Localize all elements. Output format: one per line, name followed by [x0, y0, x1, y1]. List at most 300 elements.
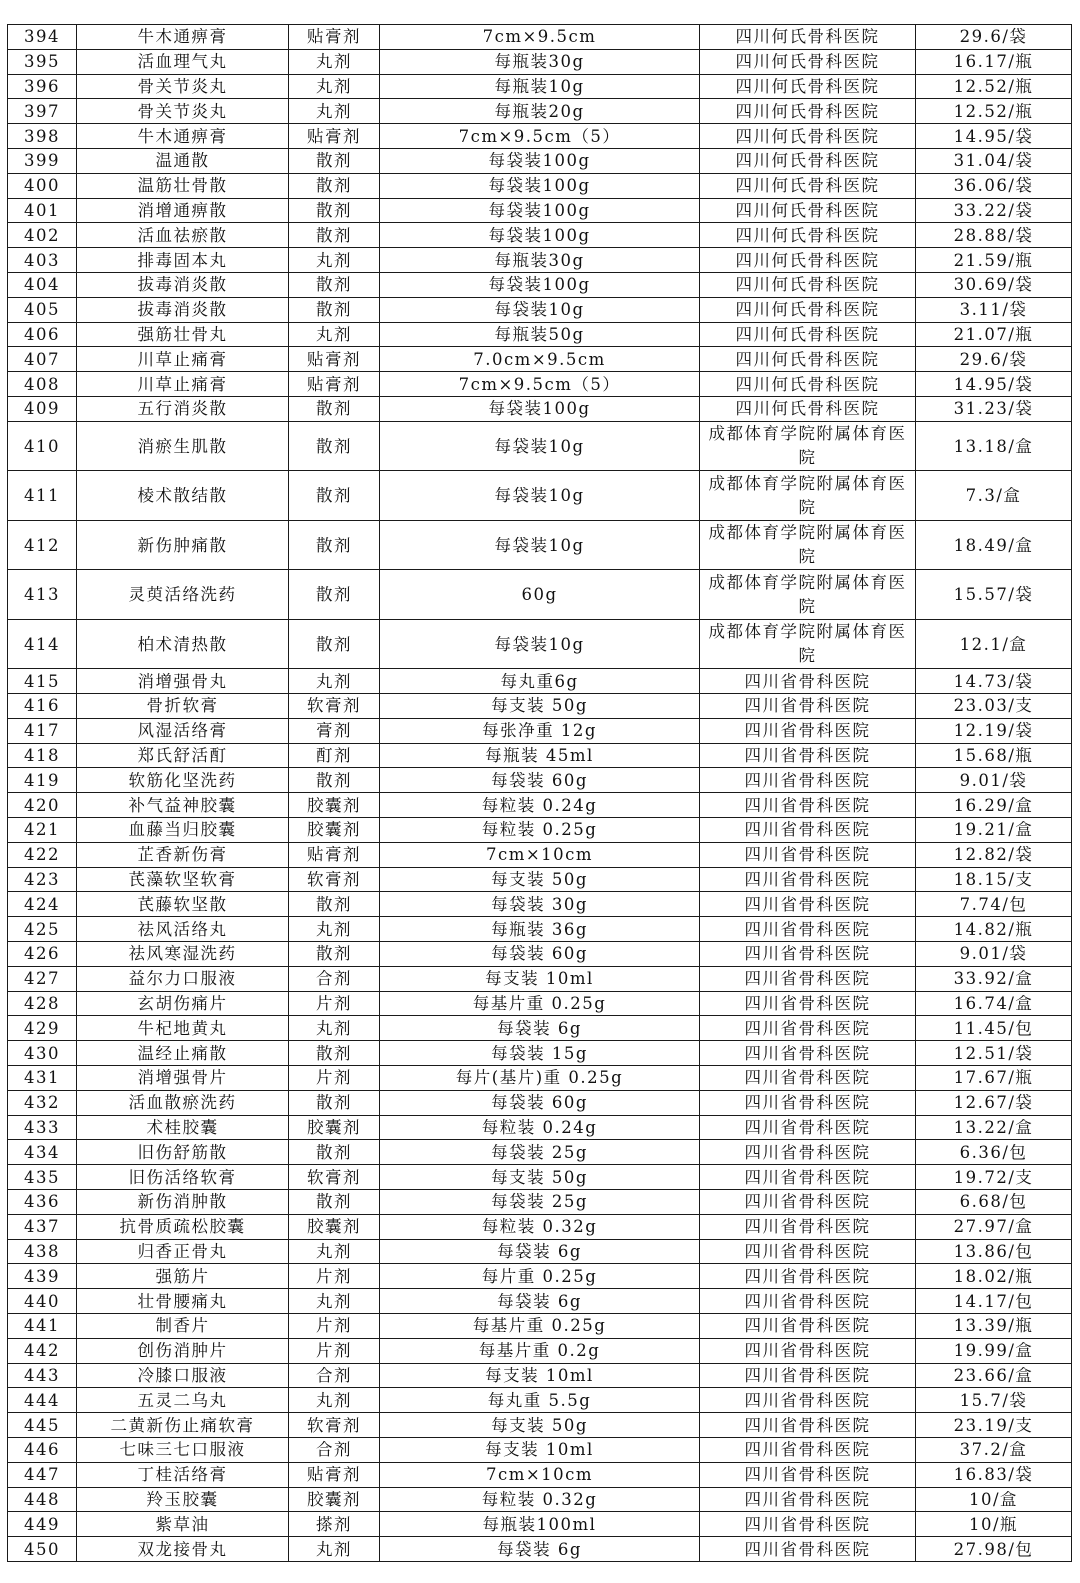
table-row: [8, 570, 1072, 620]
table-row: [8, 867, 1072, 892]
specification-cell: 7cm×9.5cm（5）: [380, 372, 700, 397]
dosage-form-cell: 胶囊剂: [289, 818, 380, 843]
price-cell: 7.74/包: [916, 892, 1072, 917]
hospital-cell: 四川何氏骨科医院: [700, 124, 916, 149]
hospital-cell: 四川何氏骨科医院: [700, 223, 916, 248]
dosage-form-cell: 合剂: [289, 966, 380, 991]
drug-name-cell: 骨关节炎丸: [77, 74, 289, 99]
table-row: [8, 1363, 1072, 1388]
drug-name-cell: 拔毒消炎散: [77, 297, 289, 322]
hospital-cell: 四川省骨科医院: [700, 818, 916, 843]
hospital-cell: 四川省骨科医院: [700, 718, 916, 743]
specification-cell: 每袋装10g: [380, 297, 700, 322]
specification-cell: 每瓶装10g: [380, 74, 700, 99]
dosage-form-cell: 丸剂: [289, 1016, 380, 1041]
drug-name-cell: 消瘀生肌散: [77, 421, 289, 471]
table-row: [8, 322, 1072, 347]
row-number-cell: 418: [8, 743, 77, 768]
hospital-cell: 四川省骨科医院: [700, 1437, 916, 1462]
row-number-cell: 415: [8, 669, 77, 694]
row-number-cell: 433: [8, 1115, 77, 1140]
row-number-cell: 434: [8, 1140, 77, 1165]
price-cell: 23.03/支: [916, 694, 1072, 719]
specification-cell: 每瓶装 45ml: [380, 743, 700, 768]
table-row: [8, 892, 1072, 917]
hospital-cell: 四川省骨科医院: [700, 1413, 916, 1438]
table-row: [8, 842, 1072, 867]
dosage-form-cell: 贴膏剂: [289, 842, 380, 867]
row-number-cell: 427: [8, 966, 77, 991]
specification-cell: 每瓶装30g: [380, 248, 700, 273]
row-number-cell: 443: [8, 1363, 77, 1388]
drug-name-cell: 柏术清热散: [77, 619, 289, 669]
dosage-form-cell: 软膏剂: [289, 1413, 380, 1438]
table-row: [8, 917, 1072, 942]
specification-cell: 每袋装100g: [380, 396, 700, 421]
dosage-form-cell: 胶囊剂: [289, 1115, 380, 1140]
hospital-cell: 四川何氏骨科医院: [700, 198, 916, 223]
drug-name-cell: 补气益神胶囊: [77, 793, 289, 818]
hospital-cell: 四川省骨科医院: [700, 842, 916, 867]
row-number-cell: 409: [8, 396, 77, 421]
dosage-form-cell: 散剂: [289, 619, 380, 669]
price-cell: 19.21/盒: [916, 818, 1072, 843]
price-cell: 11.45/包: [916, 1016, 1072, 1041]
drug-name-cell: 温筋壮骨散: [77, 173, 289, 198]
hospital-cell: 四川省骨科医院: [700, 768, 916, 793]
price-cell: 10/盒: [916, 1487, 1072, 1512]
drug-table-body: [8, 25, 1072, 1562]
row-number-cell: 396: [8, 74, 77, 99]
price-cell: 12.19/袋: [916, 718, 1072, 743]
dosage-form-cell: 丸剂: [289, 99, 380, 124]
row-number-cell: 442: [8, 1338, 77, 1363]
specification-cell: 每张净重 12g: [380, 718, 700, 743]
table-row: [8, 1189, 1072, 1214]
row-number-cell: 417: [8, 718, 77, 743]
dosage-form-cell: 散剂: [289, 1090, 380, 1115]
table-row: [8, 768, 1072, 793]
dosage-form-cell: 丸剂: [289, 1239, 380, 1264]
row-number-cell: 421: [8, 818, 77, 843]
table-row: [8, 396, 1072, 421]
hospital-cell: 四川省骨科医院: [700, 1041, 916, 1066]
table-row: [8, 1388, 1072, 1413]
dosage-form-cell: 散剂: [289, 1189, 380, 1214]
dosage-form-cell: 搽剂: [289, 1512, 380, 1537]
drug-name-cell: 创伤消肿片: [77, 1338, 289, 1363]
row-number-cell: 405: [8, 297, 77, 322]
specification-cell: 7cm×10cm: [380, 1462, 700, 1487]
dosage-form-cell: 散剂: [289, 1140, 380, 1165]
dosage-form-cell: 胶囊剂: [289, 1487, 380, 1512]
table-row: [8, 372, 1072, 397]
price-cell: 18.02/瓶: [916, 1264, 1072, 1289]
row-number-cell: 411: [8, 471, 77, 521]
table-row: [8, 1512, 1072, 1537]
dosage-form-cell: 散剂: [289, 520, 380, 570]
hospital-cell: 四川何氏骨科医院: [700, 248, 916, 273]
price-cell: 29.6/袋: [916, 347, 1072, 372]
price-cell: 15.7/袋: [916, 1388, 1072, 1413]
dosage-form-cell: 散剂: [289, 173, 380, 198]
hospital-cell: 四川何氏骨科医院: [700, 372, 916, 397]
table-row: [8, 1115, 1072, 1140]
price-cell: 21.07/瓶: [916, 322, 1072, 347]
specification-cell: 每袋装 60g: [380, 768, 700, 793]
table-row: [8, 173, 1072, 198]
row-number-cell: 420: [8, 793, 77, 818]
row-number-cell: 403: [8, 248, 77, 273]
specification-cell: 每瓶装100ml: [380, 1512, 700, 1537]
table-row: [8, 248, 1072, 273]
table-row: [8, 421, 1072, 471]
hospital-cell: 四川何氏骨科医院: [700, 272, 916, 297]
drug-name-cell: 活血祛瘀散: [77, 223, 289, 248]
hospital-cell: 四川省骨科医院: [700, 793, 916, 818]
table-row: [8, 818, 1072, 843]
row-number-cell: 430: [8, 1041, 77, 1066]
drug-name-cell: 五灵二乌丸: [77, 1388, 289, 1413]
price-cell: 16.83/袋: [916, 1462, 1072, 1487]
hospital-cell: 四川省骨科医院: [700, 1487, 916, 1512]
hospital-cell: 成都体育学院附属体育医院: [700, 520, 916, 570]
hospital-cell: 四川省骨科医院: [700, 966, 916, 991]
specification-cell: 每粒装 0.24g: [380, 793, 700, 818]
specification-cell: 每粒装 0.24g: [380, 1115, 700, 1140]
dosage-form-cell: 片剂: [289, 1313, 380, 1338]
drug-name-cell: 棱术散结散: [77, 471, 289, 521]
specification-cell: 每支装 10ml: [380, 1437, 700, 1462]
drug-name-cell: 温通散: [77, 148, 289, 173]
hospital-cell: 四川省骨科医院: [700, 942, 916, 967]
drug-name-cell: 旧伤舒筋散: [77, 1140, 289, 1165]
specification-cell: 7cm×10cm: [380, 842, 700, 867]
specification-cell: 每瓶装30g: [380, 49, 700, 74]
hospital-cell: 四川省骨科医院: [700, 867, 916, 892]
specification-cell: 每袋装 15g: [380, 1041, 700, 1066]
specification-cell: 每袋装10g: [380, 520, 700, 570]
specification-cell: 每袋装 25g: [380, 1140, 700, 1165]
row-number-cell: 431: [8, 1066, 77, 1091]
price-cell: 12.1/盒: [916, 619, 1072, 669]
dosage-form-cell: 丸剂: [289, 248, 380, 273]
drug-name-cell: 五行消炎散: [77, 396, 289, 421]
row-number-cell: 400: [8, 173, 77, 198]
hospital-cell: 成都体育学院附属体育医院: [700, 570, 916, 620]
hospital-cell: 四川何氏骨科医院: [700, 322, 916, 347]
price-cell: 12.82/袋: [916, 842, 1072, 867]
hospital-cell: 四川省骨科医院: [700, 1189, 916, 1214]
dosage-form-cell: 片剂: [289, 991, 380, 1016]
row-number-cell: 399: [8, 148, 77, 173]
table-row: [8, 1289, 1072, 1314]
hospital-cell: 四川何氏骨科医院: [700, 25, 916, 50]
row-number-cell: 408: [8, 372, 77, 397]
row-number-cell: 401: [8, 198, 77, 223]
row-number-cell: 397: [8, 99, 77, 124]
dosage-form-cell: 丸剂: [289, 322, 380, 347]
dosage-form-cell: 散剂: [289, 1041, 380, 1066]
specification-cell: 每粒装 0.32g: [380, 1487, 700, 1512]
row-number-cell: 429: [8, 1016, 77, 1041]
dosage-form-cell: 散剂: [289, 148, 380, 173]
hospital-cell: 四川省骨科医院: [700, 1214, 916, 1239]
specification-cell: 每支装 10ml: [380, 966, 700, 991]
dosage-form-cell: 合剂: [289, 1363, 380, 1388]
hospital-cell: 四川省骨科医院: [700, 1264, 916, 1289]
table-row: [8, 743, 1072, 768]
dosage-form-cell: 软膏剂: [289, 1165, 380, 1190]
table-row: [8, 1537, 1072, 1562]
drug-name-cell: 风湿活络膏: [77, 718, 289, 743]
specification-cell: 每支装 50g: [380, 694, 700, 719]
dosage-form-cell: 片剂: [289, 1338, 380, 1363]
drug-name-cell: 七味三七口服液: [77, 1437, 289, 1462]
row-number-cell: 441: [8, 1313, 77, 1338]
drug-name-cell: 牛木通痹膏: [77, 25, 289, 50]
hospital-cell: 四川省骨科医院: [700, 892, 916, 917]
row-number-cell: 446: [8, 1437, 77, 1462]
table-row: [8, 1413, 1072, 1438]
specification-cell: 每袋装 60g: [380, 1090, 700, 1115]
hospital-cell: 四川省骨科医院: [700, 1338, 916, 1363]
price-cell: 9.01/袋: [916, 768, 1072, 793]
specification-cell: 每片重 0.25g: [380, 1264, 700, 1289]
table-row: [8, 74, 1072, 99]
price-cell: 37.2/盒: [916, 1437, 1072, 1462]
row-number-cell: 439: [8, 1264, 77, 1289]
price-cell: 19.99/盒: [916, 1338, 1072, 1363]
hospital-cell: 四川省骨科医院: [700, 1289, 916, 1314]
dosage-form-cell: 贴膏剂: [289, 1462, 380, 1487]
drug-name-cell: 川草止痛膏: [77, 372, 289, 397]
price-cell: 33.22/袋: [916, 198, 1072, 223]
row-number-cell: 398: [8, 124, 77, 149]
dosage-form-cell: 贴膏剂: [289, 124, 380, 149]
table-row: [8, 1041, 1072, 1066]
drug-name-cell: 制香片: [77, 1313, 289, 1338]
drug-name-cell: 骨关节炎丸: [77, 99, 289, 124]
drug-name-cell: 双龙接骨丸: [77, 1537, 289, 1562]
row-number-cell: 423: [8, 867, 77, 892]
row-number-cell: 424: [8, 892, 77, 917]
specification-cell: 每支装 50g: [380, 867, 700, 892]
price-cell: 15.68/瓶: [916, 743, 1072, 768]
specification-cell: 每丸重 5.5g: [380, 1388, 700, 1413]
dosage-form-cell: 酊剂: [289, 743, 380, 768]
table-row: [8, 148, 1072, 173]
dosage-form-cell: 丸剂: [289, 1388, 380, 1413]
table-row: [8, 1264, 1072, 1289]
hospital-cell: 四川省骨科医院: [700, 1512, 916, 1537]
table-row: [8, 347, 1072, 372]
row-number-cell: 428: [8, 991, 77, 1016]
drug-name-cell: 抗骨质疏松胶囊: [77, 1214, 289, 1239]
row-number-cell: 407: [8, 347, 77, 372]
dosage-form-cell: 丸剂: [289, 49, 380, 74]
drug-name-cell: 活血理气丸: [77, 49, 289, 74]
table-row: [8, 223, 1072, 248]
row-number-cell: 447: [8, 1462, 77, 1487]
row-number-cell: 436: [8, 1189, 77, 1214]
dosage-form-cell: 片剂: [289, 1264, 380, 1289]
drug-name-cell: 丁桂活络膏: [77, 1462, 289, 1487]
specification-cell: 每袋装10g: [380, 471, 700, 521]
drug-name-cell: 新伤肿痛散: [77, 520, 289, 570]
row-number-cell: 426: [8, 942, 77, 967]
specification-cell: 每粒装 0.32g: [380, 1214, 700, 1239]
table-row: [8, 793, 1072, 818]
dosage-form-cell: 散剂: [289, 396, 380, 421]
table-row: [8, 1090, 1072, 1115]
drug-name-cell: 消增强骨丸: [77, 669, 289, 694]
row-number-cell: 449: [8, 1512, 77, 1537]
hospital-cell: 四川省骨科医院: [700, 1313, 916, 1338]
hospital-cell: 四川省骨科医院: [700, 1140, 916, 1165]
table-row: [8, 1239, 1072, 1264]
drug-name-cell: 郑氏舒活酊: [77, 743, 289, 768]
price-cell: 14.73/袋: [916, 669, 1072, 694]
hospital-cell: 成都体育学院附属体育医院: [700, 421, 916, 471]
dosage-form-cell: 贴膏剂: [289, 25, 380, 50]
specification-cell: 每袋装10g: [380, 619, 700, 669]
specification-cell: 每袋装 60g: [380, 942, 700, 967]
dosage-form-cell: 丸剂: [289, 1289, 380, 1314]
table-row: [8, 1313, 1072, 1338]
drug-name-cell: 术桂胶囊: [77, 1115, 289, 1140]
specification-cell: 每袋装 6g: [380, 1537, 700, 1562]
drug-name-cell: 冷膝口服液: [77, 1363, 289, 1388]
table-row: [8, 99, 1072, 124]
table-row: [8, 1140, 1072, 1165]
table-row: [8, 1165, 1072, 1190]
hospital-cell: 四川何氏骨科医院: [700, 99, 916, 124]
specification-cell: 每袋装100g: [380, 223, 700, 248]
drug-name-cell: 祛风寒湿洗药: [77, 942, 289, 967]
dosage-form-cell: 散剂: [289, 421, 380, 471]
hospital-cell: 四川省骨科医院: [700, 1388, 916, 1413]
specification-cell: 7cm×9.5cm: [380, 25, 700, 50]
dosage-form-cell: 丸剂: [289, 1537, 380, 1562]
drug-name-cell: 归香正骨丸: [77, 1239, 289, 1264]
dosage-form-cell: 散剂: [289, 198, 380, 223]
table-row: [8, 1437, 1072, 1462]
drug-name-cell: 消增通痹散: [77, 198, 289, 223]
table-row: [8, 1016, 1072, 1041]
row-number-cell: 410: [8, 421, 77, 471]
table-row: [8, 1066, 1072, 1091]
price-cell: 13.18/盒: [916, 421, 1072, 471]
drug-table: [7, 24, 1072, 1562]
specification-cell: 7cm×9.5cm（5）: [380, 124, 700, 149]
price-cell: 27.98/包: [916, 1537, 1072, 1562]
price-cell: 19.72/支: [916, 1165, 1072, 1190]
price-cell: 36.06/袋: [916, 173, 1072, 198]
price-cell: 12.52/瓶: [916, 74, 1072, 99]
hospital-cell: 四川何氏骨科医院: [700, 297, 916, 322]
drug-name-cell: 牛杞地黄丸: [77, 1016, 289, 1041]
price-cell: 14.17/包: [916, 1289, 1072, 1314]
drug-name-cell: 骨折软膏: [77, 694, 289, 719]
price-cell: 12.67/袋: [916, 1090, 1072, 1115]
price-cell: 13.86/包: [916, 1239, 1072, 1264]
table-row: [8, 694, 1072, 719]
price-cell: 13.22/盒: [916, 1115, 1072, 1140]
hospital-cell: 四川省骨科医院: [700, 991, 916, 1016]
price-cell: 12.51/袋: [916, 1041, 1072, 1066]
row-number-cell: 395: [8, 49, 77, 74]
dosage-form-cell: 散剂: [289, 768, 380, 793]
drug-name-cell: 羚玉胶囊: [77, 1487, 289, 1512]
price-cell: 7.3/盒: [916, 471, 1072, 521]
specification-cell: 每基片重 0.25g: [380, 1313, 700, 1338]
hospital-cell: 四川省骨科医院: [700, 1363, 916, 1388]
dosage-form-cell: 散剂: [289, 942, 380, 967]
dosage-form-cell: 散剂: [289, 297, 380, 322]
table-row: [8, 1214, 1072, 1239]
price-cell: 29.6/袋: [916, 25, 1072, 50]
hospital-cell: 四川何氏骨科医院: [700, 347, 916, 372]
row-number-cell: 413: [8, 570, 77, 620]
specification-cell: 每瓶装50g: [380, 322, 700, 347]
table-row: [8, 471, 1072, 521]
specification-cell: 每粒装 0.25g: [380, 818, 700, 843]
specification-cell: 每袋装10g: [380, 421, 700, 471]
price-cell: 28.88/袋: [916, 223, 1072, 248]
specification-cell: 每袋装 25g: [380, 1189, 700, 1214]
drug-name-cell: 灵萸活络洗药: [77, 570, 289, 620]
specification-cell: 每袋装 6g: [380, 1239, 700, 1264]
hospital-cell: 四川省骨科医院: [700, 1115, 916, 1140]
specification-cell: 每袋装100g: [380, 173, 700, 198]
row-number-cell: 419: [8, 768, 77, 793]
price-cell: 31.04/袋: [916, 148, 1072, 173]
dosage-form-cell: 散剂: [289, 892, 380, 917]
hospital-cell: 四川省骨科医院: [700, 917, 916, 942]
specification-cell: 每瓶装20g: [380, 99, 700, 124]
table-row: [8, 124, 1072, 149]
specification-cell: 每袋装 30g: [380, 892, 700, 917]
dosage-form-cell: 片剂: [289, 1066, 380, 1091]
row-number-cell: 412: [8, 520, 77, 570]
specification-cell: 每基片重 0.25g: [380, 991, 700, 1016]
specification-cell: 每袋装 6g: [380, 1289, 700, 1314]
dosage-form-cell: 散剂: [289, 570, 380, 620]
drug-name-cell: 新伤消肿散: [77, 1189, 289, 1214]
hospital-cell: 四川省骨科医院: [700, 694, 916, 719]
table-row: [8, 297, 1072, 322]
drug-name-cell: 拔毒消炎散: [77, 272, 289, 297]
hospital-cell: 四川省骨科医院: [700, 1165, 916, 1190]
hospital-cell: 四川省骨科医院: [700, 1016, 916, 1041]
drug-name-cell: 牛木通痹膏: [77, 124, 289, 149]
price-cell: 13.39/瓶: [916, 1313, 1072, 1338]
table-row: [8, 942, 1072, 967]
specification-cell: 每袋装 6g: [380, 1016, 700, 1041]
drug-name-cell: 血藤当归胶囊: [77, 818, 289, 843]
price-cell: 23.66/盒: [916, 1363, 1072, 1388]
drug-name-cell: 二黄新伤止痛软膏: [77, 1413, 289, 1438]
hospital-cell: 四川何氏骨科医院: [700, 74, 916, 99]
table-row: [8, 25, 1072, 50]
hospital-cell: 四川何氏骨科医院: [700, 49, 916, 74]
price-cell: 3.11/袋: [916, 297, 1072, 322]
drug-name-cell: 祛风活络丸: [77, 917, 289, 942]
row-number-cell: 445: [8, 1413, 77, 1438]
drug-name-cell: 排毒固本丸: [77, 248, 289, 273]
specification-cell: 每基片重 0.2g: [380, 1338, 700, 1363]
